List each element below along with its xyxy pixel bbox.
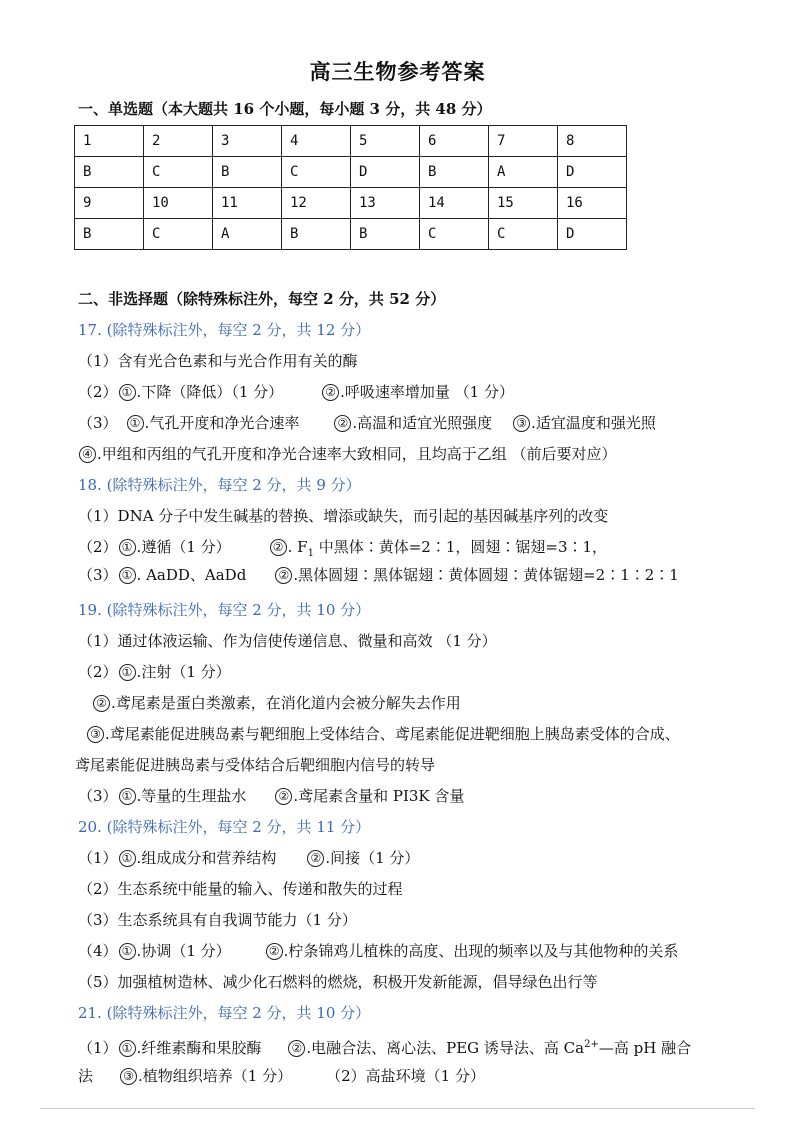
q18-line3 bbox=[78, 565, 679, 585]
table-cell: 2 bbox=[144, 126, 213, 157]
q17-line1: （1）含有光合色素和与光合作用有关的酶 bbox=[78, 352, 358, 370]
table-cell: 9 bbox=[75, 188, 144, 219]
table-cell: B bbox=[75, 219, 144, 250]
q20-line5: （5）加强植树造林、减少化石燃料的燃烧，积极开发新能源，倡导绿色出行等 bbox=[78, 973, 598, 991]
q18-l2-ans2b: 中黑体∶黄体=2∶1，圆翅∶锯翅=3∶1， bbox=[313, 538, 608, 556]
q21-line1 bbox=[78, 1035, 691, 1058]
q21-l1-ans2b: —高 pH 融合 bbox=[598, 1039, 692, 1057]
table-cell: C bbox=[144, 157, 213, 188]
q18-l2-ans2: . F bbox=[287, 538, 308, 556]
q19-l4-text: .鸢尾素能促进胰岛素与靶细胞上受体结合、鸢尾素能促进靶细胞上胰岛素受体的合成、 bbox=[105, 725, 680, 743]
circle-2-mark: ② bbox=[275, 567, 292, 584]
q18-heading: 18. (除特殊标注外，每空 2 分，共 9 分） bbox=[78, 476, 361, 494]
q17-l2-ans1: .下降（降低）（1 分） bbox=[136, 383, 284, 401]
circle-2-mark: ② bbox=[322, 384, 339, 401]
table-cell: 12 bbox=[282, 188, 351, 219]
circle-4-mark: ④ bbox=[79, 446, 96, 463]
circle-2-mark: ② bbox=[270, 539, 287, 556]
table-cell: D bbox=[558, 157, 627, 188]
table-cell: 13 bbox=[351, 188, 420, 219]
q17-l3-ans1: .气孔开度和净光合速率 bbox=[144, 414, 300, 432]
q17-l2-ans2: .呼吸速率增加量 （1 分） bbox=[340, 383, 514, 401]
q21-l2-prefix: 法 bbox=[78, 1067, 94, 1085]
circle-1-mark: ① bbox=[127, 415, 144, 432]
table-cell: B bbox=[213, 157, 282, 188]
q20-l4-ans2: .柠条锦鸡儿植株的高度、出现的频率以及与其他物种的关系 bbox=[283, 942, 679, 960]
q17-l4-text: .甲组和丙组的气孔开度和净光合速率大致相同，且均高于乙组 （前后要对应） bbox=[97, 445, 617, 463]
table-cell: A bbox=[213, 219, 282, 250]
page-bottom-divider bbox=[40, 1108, 755, 1109]
q17-l3-prefix: （3） bbox=[78, 414, 118, 432]
q19-line1: （1）通过体液运输、作为信使传递信息、微量和高效 （1 分） bbox=[78, 632, 497, 650]
q18-l3-ans1: . AaDD、AaDd bbox=[136, 566, 247, 584]
q17-line2 bbox=[78, 382, 514, 402]
table-cell: C bbox=[282, 157, 351, 188]
q19-l6-ans2: .鸢尾素含量和 PI3K 含量 bbox=[293, 787, 465, 805]
circle-1-mark: ① bbox=[119, 788, 136, 805]
circle-1-mark: ① bbox=[119, 1040, 136, 1057]
q19-line5: 鸢尾素能促进胰岛素与受体结合后靶细胞内信号的转导 bbox=[75, 756, 436, 774]
q21-l1-superscript: 2+ bbox=[584, 1039, 599, 1050]
q19-l6-prefix: （3） bbox=[78, 787, 118, 805]
q17-l3-ans2: .高温和适宜光照强度 bbox=[352, 414, 493, 432]
table-cell: 7 bbox=[489, 126, 558, 157]
q19-line3 bbox=[92, 693, 461, 713]
q21-l2-ans3: .植物组织培养（1 分） bbox=[138, 1067, 293, 1085]
q19-line2 bbox=[78, 662, 231, 682]
q20-l1-ans2: .间接（1 分） bbox=[325, 849, 420, 867]
q18-l3-ans2: .黑体圆翅∶黑体锯翅∶黄体圆翅∶黄体锯翅=2∶1∶2∶1 bbox=[293, 566, 679, 584]
section1-heading: 一、单选题（本大题共 16 个小题，每小题 3 分，共 48 分） bbox=[78, 100, 492, 118]
circle-1-mark: ① bbox=[119, 943, 136, 960]
table-cell: 1 bbox=[75, 126, 144, 157]
table-cell: 3 bbox=[213, 126, 282, 157]
q21-l2-part2: （2）高盐环境（1 分） bbox=[326, 1067, 485, 1085]
q21-l1-ans1: .纤维素酶和果胶酶 bbox=[136, 1039, 262, 1057]
q20-line2: （2）生态系统中能量的输入、传递和散失的过程 bbox=[78, 880, 403, 898]
q19-l6-ans1: .等量的生理盐水 bbox=[136, 787, 247, 805]
circle-2-mark: ② bbox=[307, 850, 324, 867]
table-cell: 14 bbox=[420, 188, 489, 219]
q19-l3-text: .鸢尾素是蛋白类激素，在消化道内会被分解失去作用 bbox=[111, 694, 461, 712]
circle-1-mark: ① bbox=[119, 384, 136, 401]
q19-line6 bbox=[78, 786, 464, 806]
q21-l1-ans2: .电融合法、离心法、PEG 诱导法、高 Ca bbox=[306, 1039, 585, 1057]
q19-l2-prefix: （2） bbox=[78, 663, 118, 681]
table-cell: 15 bbox=[489, 188, 558, 219]
q18-l2-subscript: 1 bbox=[307, 548, 314, 559]
circle-1-mark: ① bbox=[119, 664, 136, 681]
table-cell: C bbox=[420, 219, 489, 250]
q17-line4 bbox=[78, 444, 617, 464]
q21-heading: 21. (除特殊标注外，每空 2 分，共 10 分） bbox=[78, 1004, 371, 1022]
table-cell: 6 bbox=[420, 126, 489, 157]
q18-l2-ans1: .遵循（1 分） bbox=[136, 538, 231, 556]
q19-heading: 19. (除特殊标注外，每空 2 分，共 10 分） bbox=[78, 601, 371, 619]
table-cell: C bbox=[489, 219, 558, 250]
table-cell: A bbox=[489, 157, 558, 188]
table-cell: D bbox=[351, 157, 420, 188]
circle-2-mark: ② bbox=[334, 415, 351, 432]
q18-line1: （1）DNA 分子中发生碱基的替换、增添或缺失，而引起的基因碱基序列的改变 bbox=[78, 507, 609, 525]
q20-heading: 20. (除特殊标注外，每空 2 分，共 11 分） bbox=[78, 818, 371, 836]
q19-l2-ans1: .注射（1 分） bbox=[136, 663, 231, 681]
table-cell: B bbox=[420, 157, 489, 188]
q20-line3: （3）生态系统具有自我调节能力（1 分） bbox=[78, 911, 357, 929]
table-row bbox=[75, 188, 627, 219]
q17-l2-prefix: （2） bbox=[78, 383, 118, 401]
q21-l1-prefix: （1） bbox=[78, 1039, 118, 1057]
answer-table bbox=[74, 125, 627, 250]
q20-l1-ans1: .组成成分和营养结构 bbox=[136, 849, 277, 867]
table-cell: D bbox=[558, 219, 627, 250]
circle-2-mark: ② bbox=[275, 788, 292, 805]
circle-2-mark: ② bbox=[288, 1040, 305, 1057]
q17-line3 bbox=[78, 413, 656, 433]
q20-line4 bbox=[78, 941, 678, 961]
circle-2-mark: ② bbox=[266, 943, 283, 960]
q19-line4 bbox=[86, 724, 680, 744]
circle-3-mark: ③ bbox=[87, 726, 104, 743]
q20-l4-prefix: （4） bbox=[78, 942, 118, 960]
table-cell: 10 bbox=[144, 188, 213, 219]
q21-line2 bbox=[78, 1066, 485, 1086]
circle-3-mark: ③ bbox=[120, 1068, 137, 1085]
q17-l3-ans3: .适宜温度和强光照 bbox=[531, 414, 656, 432]
table-cell: B bbox=[351, 219, 420, 250]
page-title: 高三生物参考答案 bbox=[309, 59, 486, 84]
circle-1-mark: ① bbox=[119, 850, 136, 867]
table-cell: B bbox=[282, 219, 351, 250]
table-row bbox=[75, 157, 627, 188]
table-cell: 11 bbox=[213, 188, 282, 219]
table-cell: C bbox=[144, 219, 213, 250]
circle-1-mark: ① bbox=[119, 539, 136, 556]
table-row bbox=[75, 126, 627, 157]
circle-2-mark: ② bbox=[93, 695, 110, 712]
q20-l4-ans1: .协调（1 分） bbox=[136, 942, 231, 960]
q20-l1-prefix: （1） bbox=[78, 849, 118, 867]
table-cell: 5 bbox=[351, 126, 420, 157]
table-cell: 4 bbox=[282, 126, 351, 157]
table-cell: 8 bbox=[558, 126, 627, 157]
circle-3-mark: ③ bbox=[513, 415, 530, 432]
q17-heading: 17. (除特殊标注外，每空 2 分，共 12 分） bbox=[78, 321, 371, 339]
section2-heading: 二、非选择题（除特殊标注外，每空 2 分，共 52 分） bbox=[78, 290, 446, 308]
table-cell: 16 bbox=[558, 188, 627, 219]
q18-l3-prefix: （3） bbox=[78, 566, 118, 584]
q18-line2 bbox=[78, 537, 607, 564]
circle-1-mark: ① bbox=[119, 567, 136, 584]
q18-l2-prefix: （2） bbox=[78, 538, 118, 556]
table-cell: B bbox=[75, 157, 144, 188]
table-row bbox=[75, 219, 627, 250]
q20-line1 bbox=[78, 848, 419, 868]
